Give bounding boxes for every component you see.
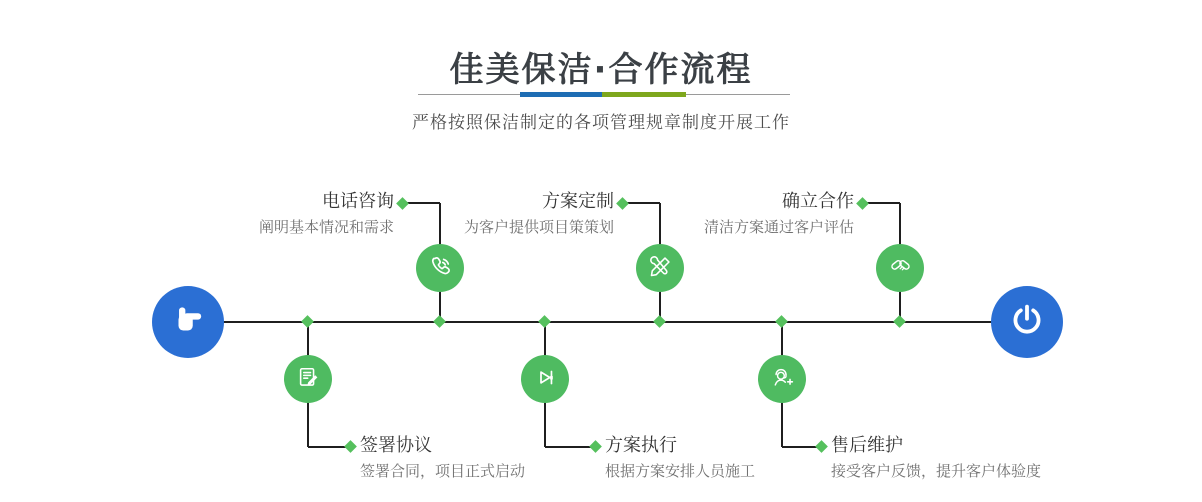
timeline-node-diamond xyxy=(653,315,666,328)
label-node-diamond xyxy=(396,197,409,210)
page-subtitle: 严格按照保洁制定的各项管理规章制度开展工作 xyxy=(412,113,790,133)
step-label-aftersale-maintain xyxy=(831,434,1041,482)
step-icon-circle-handshake xyxy=(876,244,924,292)
page-title: 佳美保洁·合作流程 xyxy=(449,50,753,90)
step-desc: 为客户提供项目策策划 xyxy=(463,218,614,236)
divider-blue-segment xyxy=(520,92,602,97)
step-label-sign-agreement xyxy=(360,434,525,482)
timeline-node-diamond xyxy=(301,315,314,328)
step-title: 方案执行 xyxy=(605,435,677,456)
step-title: 售后维护 xyxy=(831,435,903,456)
step-desc: 根据方案安排人员施工 xyxy=(605,462,756,480)
label-node-diamond xyxy=(815,440,828,453)
timeline-node-diamond xyxy=(538,315,551,328)
step-desc: 签署合同，项目正式启动 xyxy=(360,462,526,480)
timeline-node-diamond xyxy=(893,315,906,328)
contract-pen-icon xyxy=(295,364,322,395)
headset-support-icon xyxy=(769,364,796,395)
step-title: 确立合作 xyxy=(782,191,854,212)
step-icon-circle-execute xyxy=(521,355,569,403)
label-node-diamond xyxy=(616,197,629,210)
handshake-icon xyxy=(887,253,914,284)
step-desc: 接受客户反馈，提升客户体验度 xyxy=(831,462,1042,480)
step-label-plan-execute xyxy=(605,434,755,482)
step-desc: 阐明基本情况和需求 xyxy=(258,218,394,236)
label-node-diamond xyxy=(344,440,357,453)
step-label-phone-consult xyxy=(259,190,394,238)
step-label-establish-cooperation xyxy=(704,190,854,238)
step-icon-circle-phone xyxy=(416,244,464,292)
step-title: 签署协议 xyxy=(360,435,432,456)
step-label-plan-customize xyxy=(464,190,614,238)
step-icon-circle-contract xyxy=(284,355,332,403)
pencil-wrench-icon xyxy=(647,253,674,284)
step-title: 电话咨询 xyxy=(322,191,394,212)
divider-green-segment xyxy=(602,92,686,97)
play-progress-icon xyxy=(532,364,559,395)
step-icon-circle-design xyxy=(636,244,684,292)
power-icon xyxy=(1008,301,1046,343)
step-desc: 清洁方案通过客户评估 xyxy=(703,218,854,236)
step-icon-circle-aftersale xyxy=(758,355,806,403)
phone-icon xyxy=(427,253,454,284)
title-divider xyxy=(418,92,790,98)
pointing-hand-icon xyxy=(169,301,207,343)
step-title: 方案定制 xyxy=(542,191,614,212)
timeline-start-circle xyxy=(152,286,224,358)
timeline-end-circle xyxy=(991,286,1063,358)
label-node-diamond xyxy=(589,440,602,453)
timeline-node-diamond xyxy=(433,315,446,328)
timeline-node-diamond xyxy=(775,315,788,328)
label-node-diamond xyxy=(856,197,869,210)
connector-bottom-2-elbow xyxy=(545,446,595,448)
